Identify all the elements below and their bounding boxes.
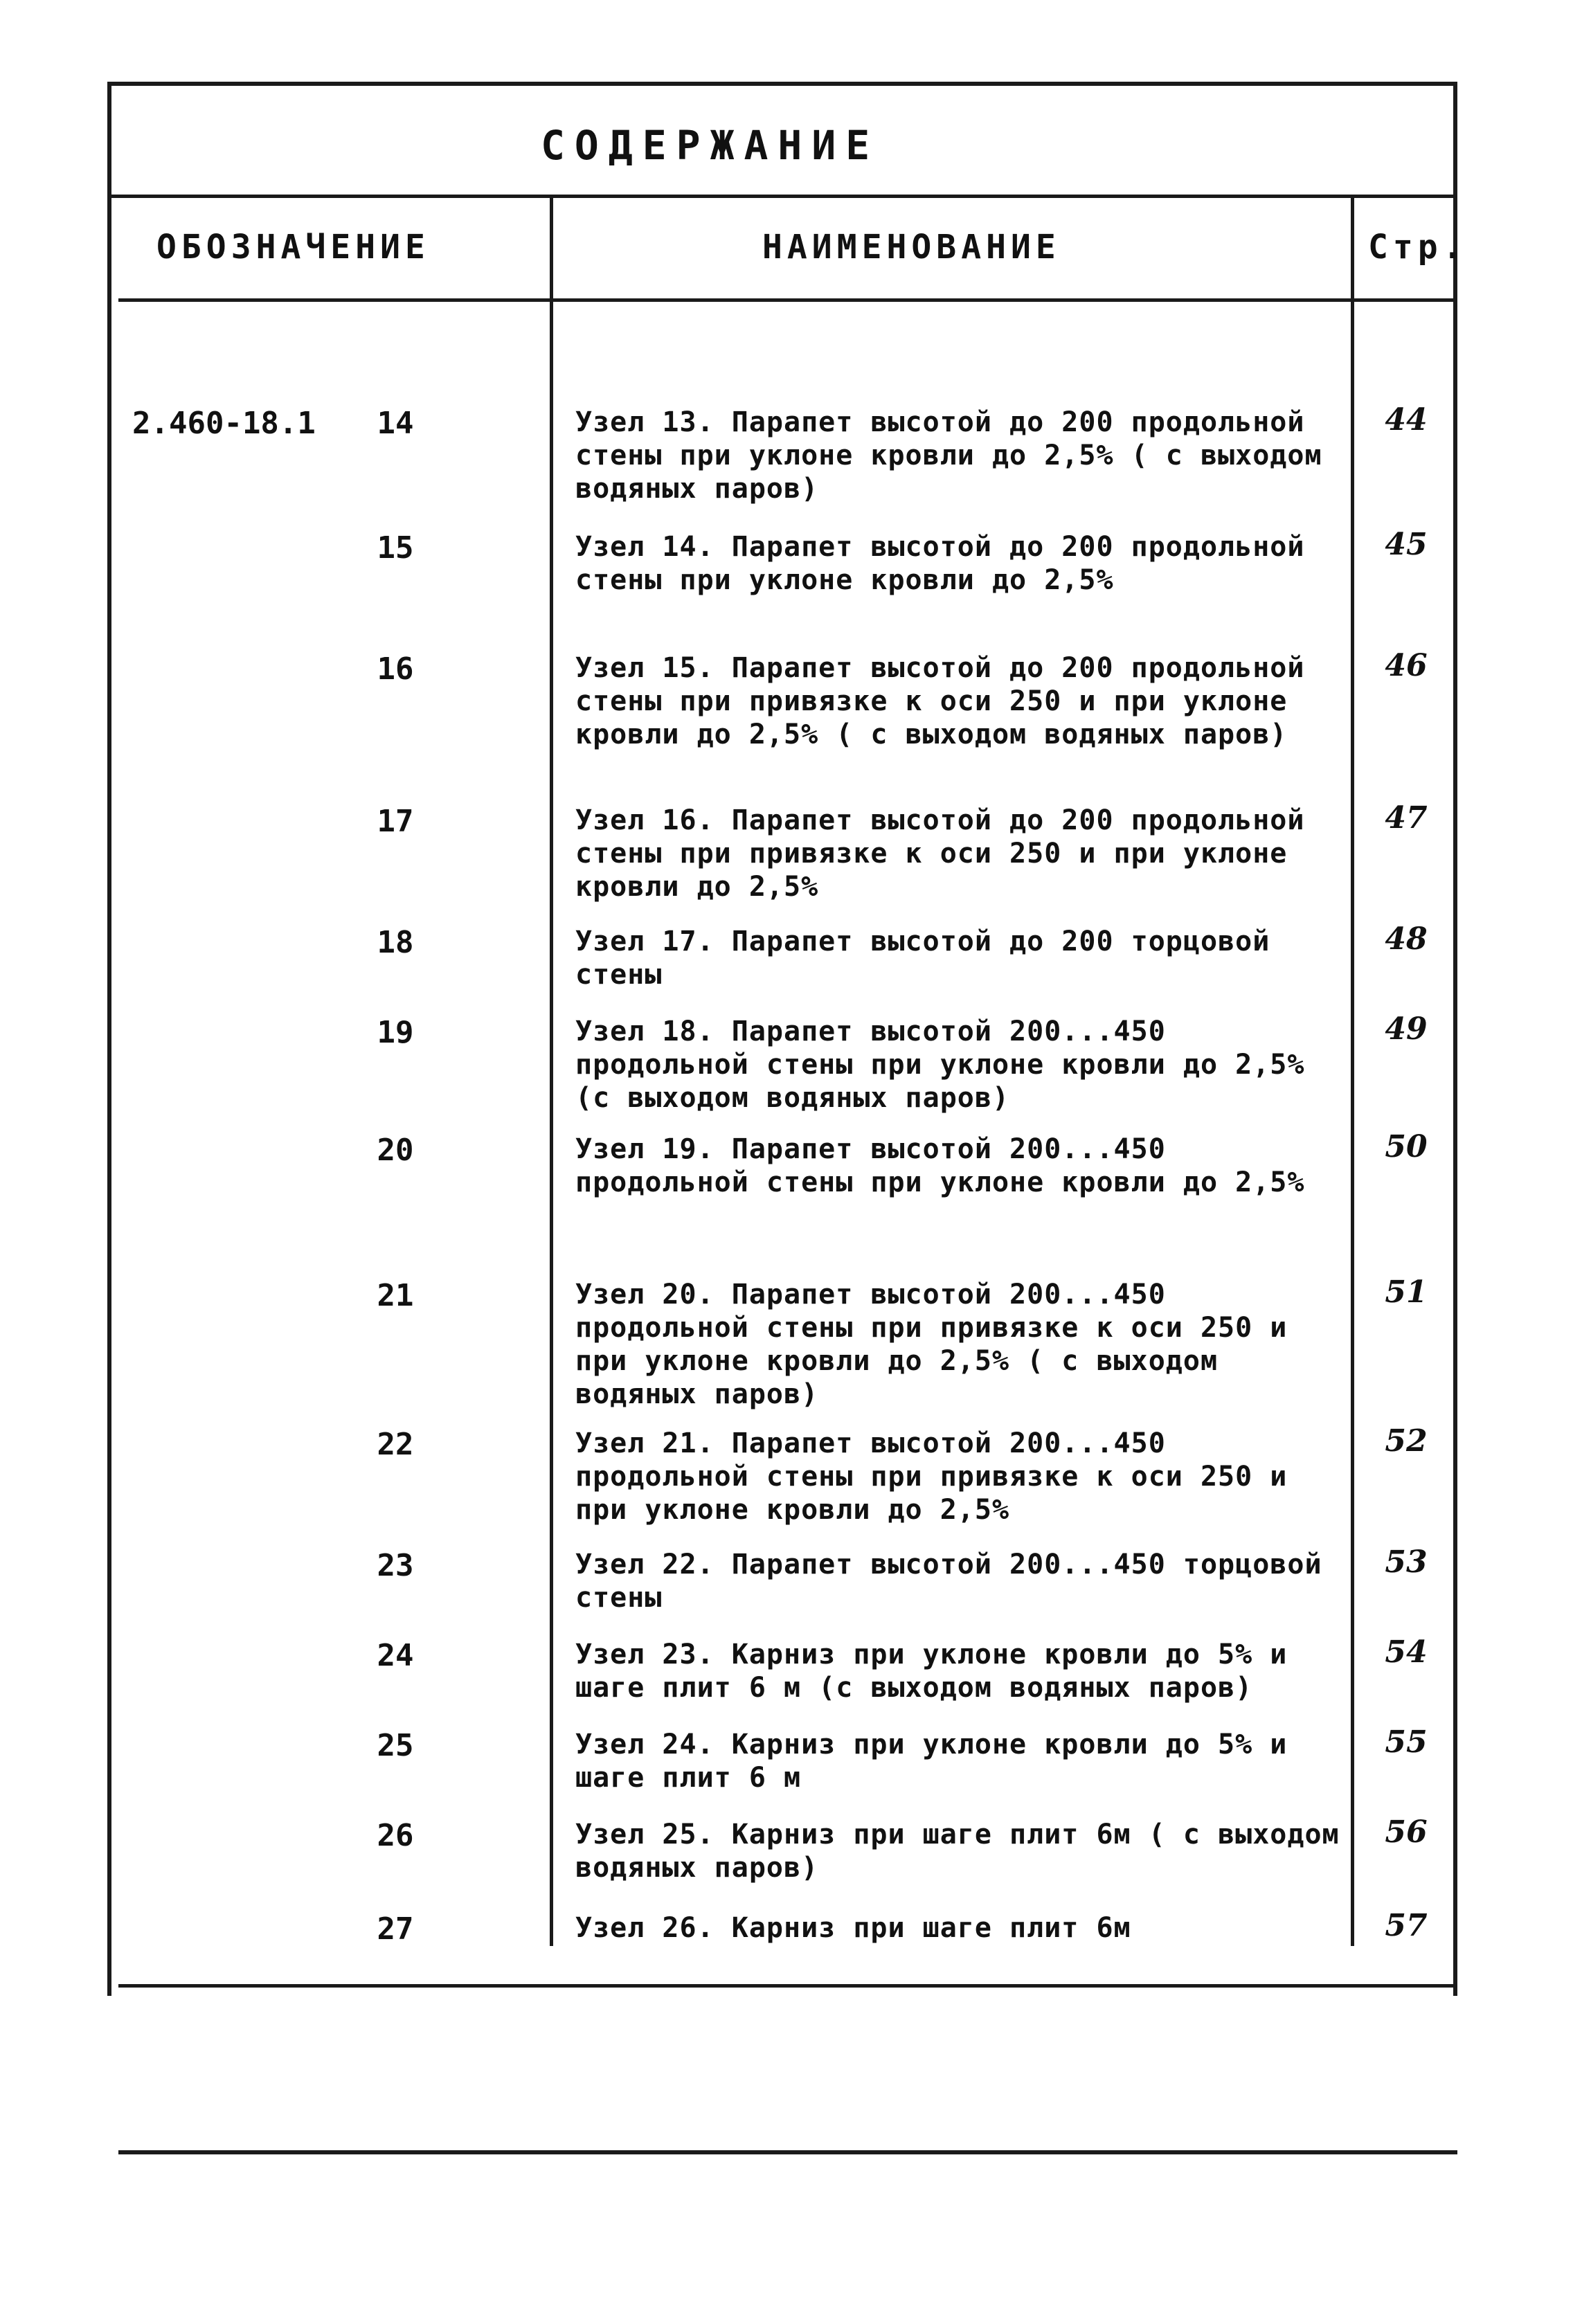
document-sheet bbox=[107, 82, 1468, 1996]
row-page: 51 bbox=[1385, 1274, 1428, 1310]
row-number: 15 bbox=[377, 530, 414, 566]
row-page: 44 bbox=[1385, 402, 1428, 438]
header-name: НАИМЕНОВАНИЕ bbox=[762, 228, 1061, 267]
row-page: 49 bbox=[1385, 1011, 1428, 1047]
row-number: 19 bbox=[377, 1015, 414, 1050]
row-page: 52 bbox=[1385, 1423, 1428, 1459]
header-page: Стр. bbox=[1368, 228, 1468, 267]
row-page: 45 bbox=[1385, 527, 1428, 562]
row-title: Узел 15. Парапет высотой до 200 продольной стены при привязке к оси 250 и при уклоне кровли до 2,5% ( с выходом водяных паров) bbox=[575, 652, 1305, 750]
header-divider bbox=[118, 298, 1457, 302]
row-page: 55 bbox=[1385, 1724, 1428, 1760]
row-title: Узел 22. Парапет высотой 200...450 торцовой стены bbox=[575, 1549, 1322, 1614]
row-title: Узел 21. Парапет высотой 200...450 продольной стены при привязке к оси 250 и при уклоне кровли до 2,5% bbox=[575, 1427, 1288, 1526]
row-number: 18 bbox=[377, 925, 414, 960]
row-page: 46 bbox=[1385, 648, 1428, 683]
column-divider bbox=[550, 195, 553, 1946]
row-title: Узел 26. Карниз при шаге плит 6м bbox=[575, 1912, 1131, 1944]
row-title: Узел 25. Карниз при шаге плит 6м ( с выходом водяных паров) bbox=[575, 1819, 1340, 1884]
row-number: 25 bbox=[377, 1728, 414, 1763]
header-designation: ОБОЗНАЧЕНИЕ bbox=[156, 228, 430, 267]
row-number: 20 bbox=[377, 1133, 414, 1168]
row-page: 53 bbox=[1385, 1544, 1428, 1580]
row-title: Узел 13. Парапет высотой до 200 продольной стены при уклоне кровли до 2,5% ( с выходом водяных паров) bbox=[575, 406, 1322, 505]
row-title: Узел 19. Парапет высотой 200...450 продольной стены при уклоне кровли до 2,5% bbox=[575, 1133, 1305, 1198]
row-page: 54 bbox=[1385, 1634, 1428, 1670]
row-title: Узел 14. Парапет высотой до 200 продольной стены при уклоне кровли до 2,5% bbox=[575, 531, 1305, 596]
row-number: 17 bbox=[377, 804, 414, 839]
row-title: Узел 16. Парапет высотой до 200 продольной стены при привязке к оси 250 и при уклоне кровли до 2,5% bbox=[575, 804, 1305, 903]
row-number: 21 bbox=[377, 1278, 414, 1313]
row-page: 48 bbox=[1385, 921, 1428, 957]
row-title: Узел 18. Парапет высотой 200...450 продольной стены при уклоне кровли до 2,5% (с выходом водяных паров) bbox=[575, 1016, 1305, 1114]
document-title: СОДЕРЖАНИЕ bbox=[541, 122, 880, 169]
column-divider bbox=[1351, 195, 1354, 1946]
title-row bbox=[111, 86, 1453, 198]
row-number: 26 bbox=[377, 1818, 414, 1853]
row-number: 16 bbox=[377, 651, 414, 687]
footer-box bbox=[118, 1984, 1457, 2154]
row-title: Узел 23. Карниз при уклоне кровли до 5% и шаге плит 6 м (с выходом водяных паров) bbox=[575, 1639, 1288, 1704]
row-page: 57 bbox=[1385, 1908, 1428, 1943]
row-page: 50 bbox=[1385, 1129, 1428, 1164]
row-number: 27 bbox=[377, 1911, 414, 1947]
series-designation: 2.460-18.1 bbox=[132, 406, 316, 441]
row-title: Узел 20. Парапет высотой 200...450 продольной стены при привязке к оси 250 и при уклоне кровли до 2,5% ( с выходом водяных паров) bbox=[575, 1279, 1288, 1410]
row-page: 56 bbox=[1385, 1814, 1428, 1850]
row-number: 23 bbox=[377, 1548, 414, 1583]
row-title: Узел 24. Карниз при уклоне кровли до 5% и шаге плит 6 м bbox=[575, 1729, 1288, 1794]
row-title: Узел 17. Парапет высотой до 200 торцовой стены bbox=[575, 926, 1270, 991]
row-page: 47 bbox=[1385, 800, 1428, 836]
row-number: 24 bbox=[377, 1638, 414, 1673]
contents-table bbox=[118, 195, 1468, 1947]
row-number: 22 bbox=[377, 1427, 414, 1462]
row-number: 14 bbox=[377, 406, 414, 441]
